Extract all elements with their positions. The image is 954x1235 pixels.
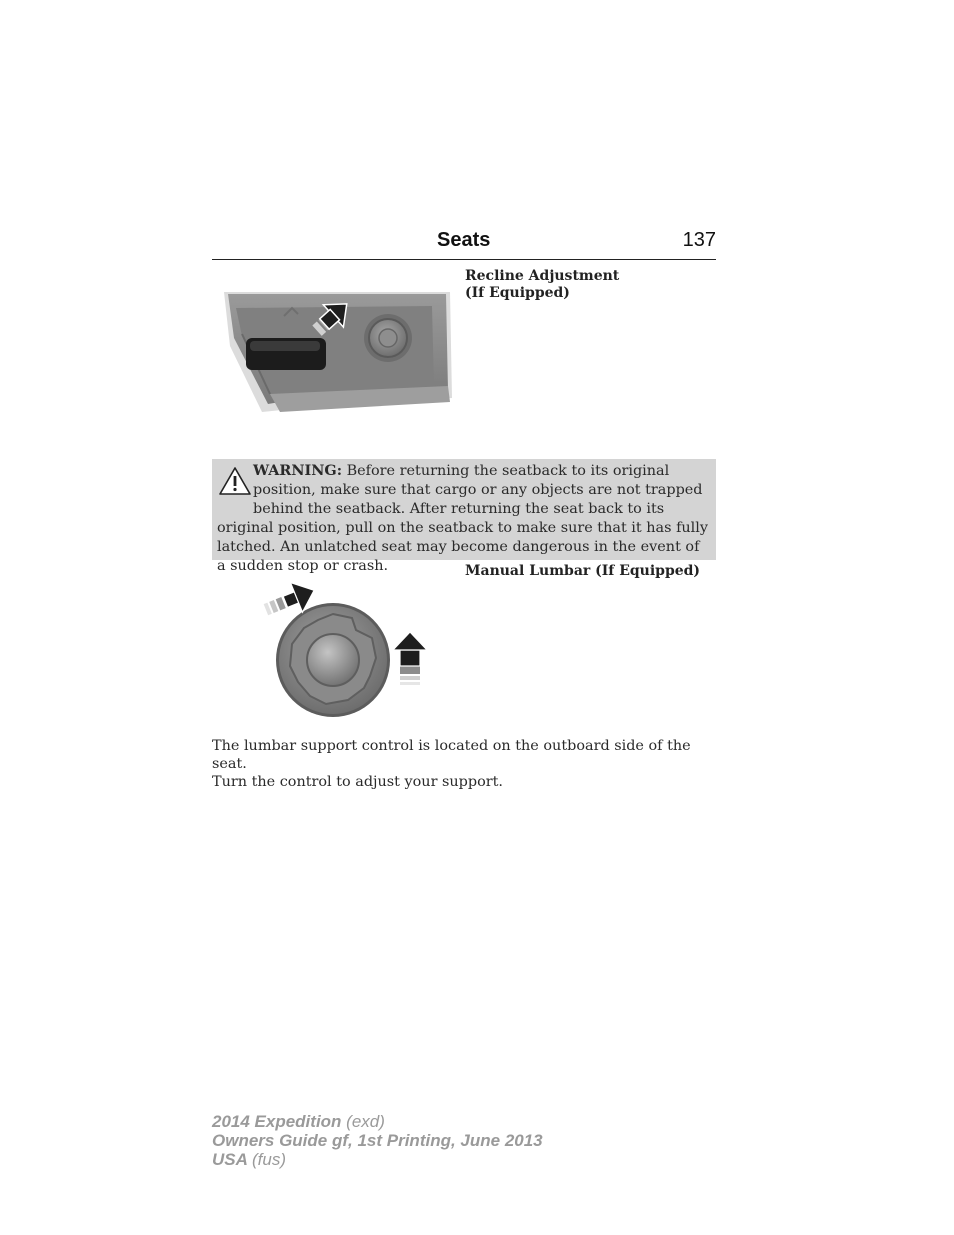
warning-text: Before returning the seatback to its original position, make sure that cargo or any objects are not trapped behind the seatback. After returning the seat back to its original position, pull on the seatback to make sure that it has fully latched. An unlatched seat may become dangerous in the event of a sudden stop or crash.	[217, 463, 708, 574]
footer-line3	[212, 1150, 543, 1169]
recline-lever-image	[222, 286, 454, 416]
lumbar-description	[212, 737, 716, 791]
warning-triangle-icon	[217, 464, 253, 502]
footer-line1	[212, 1112, 543, 1131]
section-title: Seats	[437, 229, 491, 251]
lumbar-knob-image	[260, 570, 435, 722]
recline-heading	[465, 268, 619, 302]
header-divider	[212, 259, 716, 260]
footer-market-code: (fus)	[252, 1150, 286, 1169]
footer-line2: Owners Guide gf, 1st Printing, June 2013	[212, 1131, 543, 1150]
lumbar-knob-illustration	[260, 570, 435, 722]
recline-lever-illustration	[222, 286, 454, 416]
page-footer	[212, 1112, 543, 1169]
warning-label: WARNING:	[253, 462, 343, 479]
footer-model-code: (exd)	[346, 1112, 385, 1131]
recline-heading-line2: (If Equipped)	[465, 285, 570, 301]
footer-market: USA	[212, 1150, 248, 1169]
recline-heading-line1: Recline Adjustment	[465, 268, 620, 284]
lumbar-description-line2: Turn the control to adjust your support.	[212, 774, 504, 790]
footer-model: 2014 Expedition	[212, 1112, 342, 1131]
lumbar-description-line1: The lumbar support control is located on the outboard side of the seat.	[212, 738, 691, 772]
lumbar-heading: Manual Lumbar (If Equipped)	[465, 563, 701, 579]
page-number: 137	[682, 229, 716, 251]
